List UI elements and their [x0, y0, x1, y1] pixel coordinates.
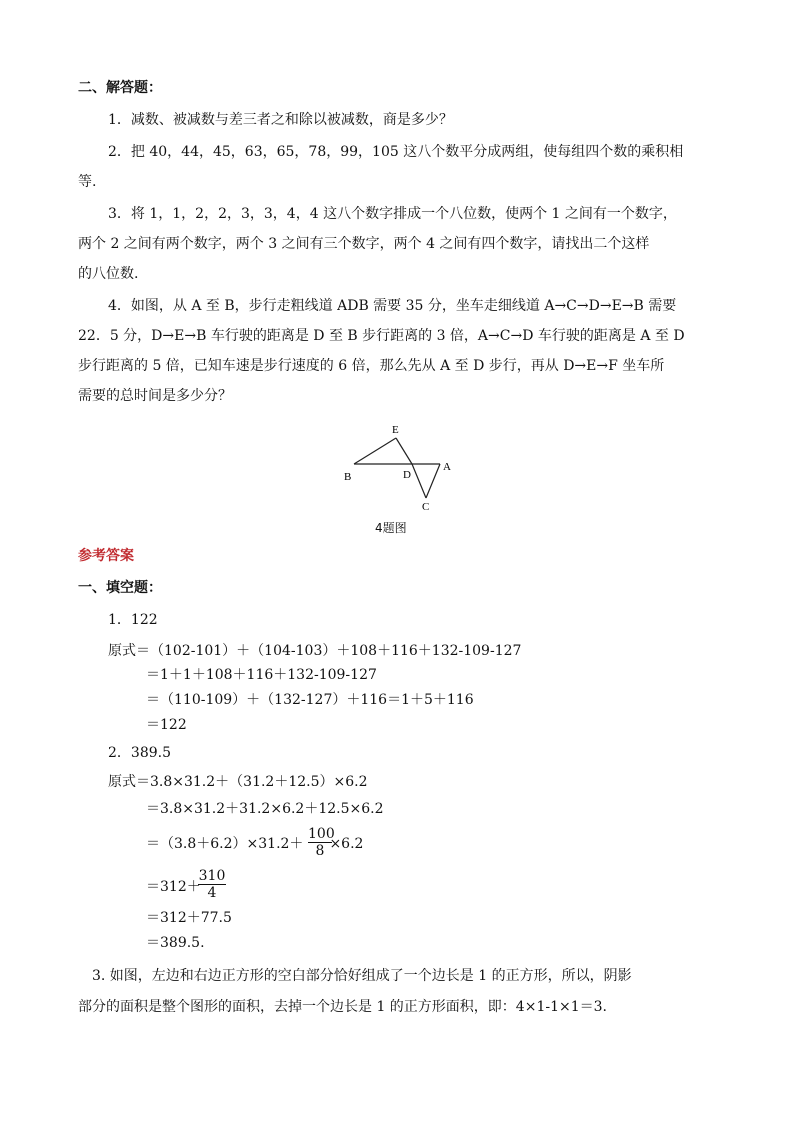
question-3-line-1: 3．将 1，1，2，2，3，3，4，4 这八个数字排成一个八位数，使两个 1 之间有一个数字，: [108, 206, 677, 222]
question-1: 1．减数、被减数与差三者之和除以被减数，商是多少？: [108, 112, 453, 128]
answer-2-step-3-prefix: ＝（3.8＋6.2）×31.2＋: [146, 836, 304, 852]
answer-1-step-3: ＝（110-109）＋（132-127）＋116＝1＋5＋116: [146, 692, 474, 708]
answer-2-step-4: ＝312＋: [146, 879, 201, 895]
answers-heading: 参考答案: [78, 548, 134, 564]
answer-3-line-2: 部分的面积是整个图形的面积，去掉一个边长是 1 的正方形面积，即：4×1-1×1＝3.: [78, 999, 607, 1015]
question-4-line-2: 22．5 分，D→E→B 车行驶的距离是 D 至 B 步行距离的 3 倍，A→C→D 车行驶的距离是 A 至 D: [78, 328, 685, 344]
line-c-a: [426, 464, 440, 498]
question-3-line-2: 两个 2 之间有两个数字，两个 3 之间有三个数字，两个 4 之间有四个数字，请找出二个这样: [78, 236, 650, 252]
label-e: E: [392, 424, 399, 436]
question-2-line-1: 2．把 40，44，45，63，65，78，99，105 这八个数平分成两组，使每组四个数的乘积相: [108, 144, 684, 160]
answer-1-step-4: ＝122: [146, 717, 187, 733]
answer-2-result: 2．389.5: [108, 745, 171, 761]
fraction-310-over-4: [198, 868, 226, 901]
answer-2-step-2: ＝3.8×31.2＋31.2×6.2＋12.5×6.2: [146, 801, 384, 817]
fraction-denominator: 4: [207, 885, 217, 901]
answer-2-step-1: 原式＝3.8×31.2＋（31.2＋12.5）×6.2: [108, 774, 368, 790]
answer-1-result: 1．122: [108, 612, 158, 628]
answer-1-step-1: 原式＝（102-101）＋（104-103）＋108＋116＋132-109-127: [108, 643, 522, 659]
figure-caption: 4题图: [375, 521, 407, 535]
label-d: D: [403, 469, 411, 481]
line-b-e: [354, 438, 396, 464]
label-a: A: [443, 461, 451, 473]
label-c: C: [422, 501, 430, 513]
question-4-line-1: 4．如图，从 A 至 B，步行走粗线道 ADB 需要 35 分，坐车走细线道 A→C→D→E→B 需要: [108, 298, 677, 314]
answer-2-step-6: ＝389.5.: [146, 935, 205, 951]
question-3-line-3: 的八位数.: [78, 266, 139, 282]
fraction-denominator: 8: [315, 843, 325, 859]
fraction-100-over-8: [308, 826, 335, 859]
line-e-d: [396, 438, 412, 464]
answer-3-line-1: 3. 如图，左边和右边正方形的空白部分恰好组成了一个边长是 1 的正方形，所以，阴影: [92, 968, 632, 984]
geometry-figure: [330, 418, 470, 518]
answers-section-heading: 一、填空题：: [78, 580, 162, 596]
fraction-numerator: 310: [198, 868, 226, 884]
answer-1-step-2: ＝1＋1＋108＋116＋132-109-127: [146, 667, 377, 683]
section-heading: 二、解答题：: [78, 80, 162, 96]
answer-2-step-5: ＝312＋77.5: [146, 910, 232, 926]
question-2-line-2: 等.: [78, 174, 97, 190]
line-d-c: [412, 464, 426, 498]
answer-2-step-3-suffix: ×6.2: [329, 836, 364, 852]
label-b: B: [344, 471, 352, 483]
question-4-line-3: 步行距离的 5 倍，已知车速是步行速度的 6 倍，那么先从 A 至 D 步行，再从 D→E→F 坐车所: [78, 358, 665, 374]
fraction-numerator: 100: [308, 826, 335, 842]
question-4-line-4: 需要的总时间是多少分？: [78, 388, 232, 404]
